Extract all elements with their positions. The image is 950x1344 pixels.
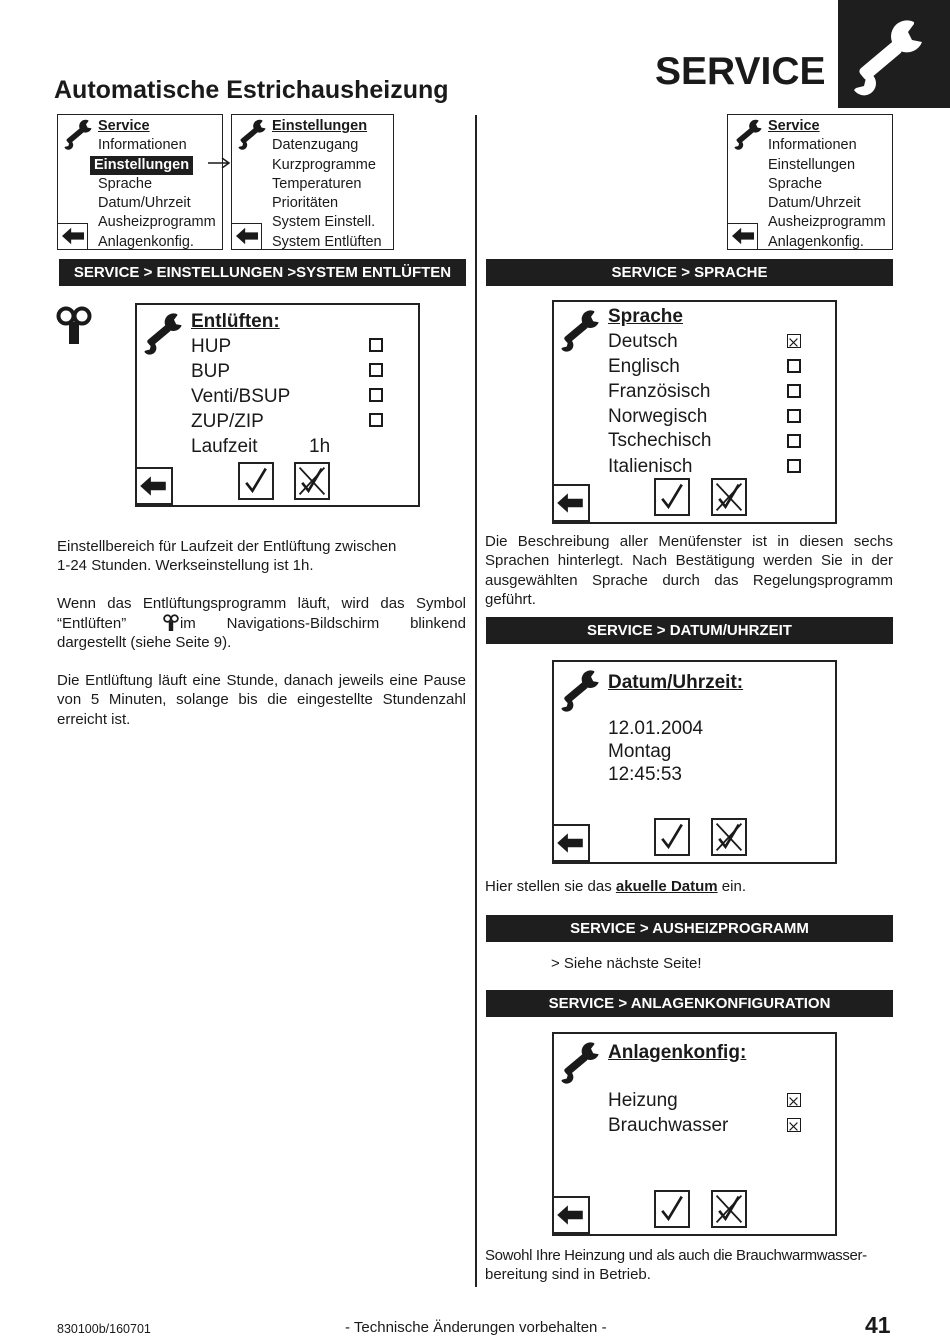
- text-line: erreicht ist.: [57, 710, 131, 728]
- runtime-value[interactable]: 1h: [309, 436, 331, 457]
- menu-item-ausheizprogramm[interactable]: Ausheizprogramm: [768, 214, 886, 231]
- row-label-brauchwasser: Brauchwasser: [608, 1115, 729, 1136]
- screen-title: Sprache: [608, 306, 683, 327]
- cancel-button[interactable]: [711, 1190, 747, 1228]
- paragraph-sprache: [485, 532, 893, 609]
- checked-x-icon: [788, 1121, 799, 1132]
- row-label-hup: HUP: [191, 336, 232, 357]
- back-button[interactable]: [232, 223, 262, 249]
- row-label-italienisch: Italienisch: [608, 456, 693, 477]
- checked-x-icon: [788, 1096, 799, 1107]
- arrow-left-icon: [137, 469, 169, 503]
- weekday-value[interactable]: Montag: [608, 741, 672, 762]
- confirm-button[interactable]: [654, 818, 690, 856]
- row-label-tschechisch: Tschechisch: [608, 430, 712, 451]
- check-icon: [656, 1192, 688, 1226]
- ausheiz-reference: > Siehe nächste Seite!: [551, 955, 702, 972]
- checkbox-zup[interactable]: [369, 413, 383, 427]
- checkbox-englisch[interactable]: [787, 359, 801, 373]
- menu-item-system-einstell[interactable]: System Einstell.: [272, 214, 376, 231]
- row-label-venti: Venti/BSUP: [191, 386, 291, 407]
- menu-item-datum[interactable]: Datum/Uhrzeit: [768, 195, 861, 212]
- section-bar-entlueften: SERVICE > EINSTELLUNGEN >SYSTEM ENTLÜFTEN: [59, 259, 466, 286]
- arrow-left-icon: [554, 486, 586, 520]
- menu-item-einstellungen[interactable]: Einstellungen: [768, 156, 856, 173]
- menu-item-temperaturen[interactable]: Temperaturen: [272, 175, 362, 192]
- back-button[interactable]: [554, 824, 590, 862]
- text-word: “Entlüften”: [57, 614, 127, 632]
- checkbox-heizung[interactable]: [787, 1093, 801, 1107]
- row-label-zup: ZUP/ZIP: [191, 411, 264, 432]
- text-span: ein.: [721, 878, 746, 895]
- date-value[interactable]: 12.01.2004: [608, 718, 704, 739]
- paragraph-pause: [57, 671, 466, 729]
- wrench-icon: [62, 118, 94, 150]
- back-button[interactable]: [137, 467, 173, 505]
- text-line: von 5 Minuten, solange bis die eingestellte Stundenzahl: [57, 691, 466, 709]
- wrench-icon: [732, 118, 764, 150]
- paragraph-datum: [485, 877, 893, 896]
- text-line: dargestellt (siehe Seite 9).: [57, 634, 232, 652]
- column-divider: [475, 115, 477, 1287]
- section-bar-datum: SERVICE > DATUM/UHRZEIT: [486, 617, 893, 644]
- row-label-franzoesisch: Französisch: [608, 381, 711, 402]
- menu-item-system-entlueften[interactable]: System Entlüften: [272, 233, 382, 250]
- check-icon: [656, 820, 688, 854]
- paragraph-range: [57, 537, 467, 576]
- check-cross-icon: [713, 1192, 745, 1226]
- arrow-left-icon: [554, 1198, 586, 1232]
- checked-x-icon: [788, 337, 799, 348]
- back-button[interactable]: [728, 223, 758, 249]
- text-line: Wenn das Entlüftungsprogramm läuft, wird das Symbol: [57, 595, 466, 612]
- check-cross-icon: [296, 464, 328, 498]
- menu-item-datum[interactable]: Datum/Uhrzeit: [98, 195, 191, 212]
- wrench-icon: [558, 1040, 602, 1084]
- paragraph-symbol: [57, 594, 466, 653]
- page-number: 41: [865, 1312, 891, 1338]
- check-cross-icon: [713, 480, 745, 514]
- text-line: Sowohl Ihre Heinzung und als auch die Brauchwarmwasser-: [485, 1247, 867, 1264]
- vent-icon: [163, 613, 179, 633]
- text-span: Hier stellen sie das: [485, 878, 612, 895]
- wrench-icon: [848, 16, 928, 96]
- vent-icon: [56, 306, 92, 346]
- menu-item-kurzprogramme[interactable]: Kurzprogramme: [272, 156, 376, 173]
- checkbox-venti[interactable]: [369, 388, 383, 402]
- time-value[interactable]: 12:45:53: [608, 764, 682, 785]
- checkbox-bup[interactable]: [369, 363, 383, 377]
- text-line: Einstellbereich für Laufzeit der Entlüftung zwischen: [57, 538, 397, 555]
- confirm-button[interactable]: [654, 1190, 690, 1228]
- back-button[interactable]: [554, 484, 590, 522]
- menu-item-ausheizprogramm[interactable]: Ausheizprogramm: [98, 214, 216, 231]
- cancel-button[interactable]: [294, 462, 330, 500]
- row-label-norwegisch: Norwegisch: [608, 406, 708, 427]
- paragraph-anlage: [485, 1246, 893, 1285]
- row-label-englisch: Englisch: [608, 356, 680, 377]
- text-word: blinkend: [410, 614, 466, 632]
- text-word: im: [179, 614, 196, 632]
- wrench-icon: [141, 311, 185, 355]
- menu-item-einstellungen[interactable]: Einstellungen: [272, 118, 368, 134]
- text-emphasis: akuelle Datum: [615, 878, 718, 895]
- menu-item-einstellungen[interactable]: Einstellungen: [90, 156, 193, 175]
- arrow-left-icon: [729, 225, 757, 247]
- menu-item-service[interactable]: Service: [98, 118, 150, 134]
- screen-title: Entlüften:: [191, 311, 280, 332]
- menu-item-sprache[interactable]: Sprache: [98, 175, 153, 192]
- checkbox-italienisch[interactable]: [787, 459, 801, 473]
- text-line: Die Entlüftung läuft eine Stunde, danach jeweils eine Pause: [57, 672, 466, 689]
- back-button[interactable]: [554, 1196, 590, 1234]
- confirm-button[interactable]: [654, 478, 690, 516]
- menu-settings: [231, 114, 394, 250]
- checkbox-brauchwasser[interactable]: [787, 1118, 801, 1132]
- menu-main-right: [727, 114, 893, 250]
- section-bar-sprache: SERVICE > SPRACHE: [486, 259, 893, 286]
- screen-datum: [552, 660, 837, 864]
- row-label-deutsch: Deutsch: [608, 331, 678, 352]
- footer-notice: - Technische Änderungen vorbehalten -: [345, 1319, 607, 1336]
- text-line: ausgewählten Sprache durch das Regelungsprogramm: [485, 571, 893, 589]
- section-bar-ausheiz: SERVICE > AUSHEIZPROGRAMM: [486, 915, 893, 942]
- service-badge: [838, 0, 950, 108]
- check-cross-icon: [713, 820, 745, 854]
- arrow-left-icon: [59, 225, 87, 247]
- checkbox-hup[interactable]: [369, 338, 383, 352]
- cancel-button[interactable]: [711, 478, 747, 516]
- menu-item-service[interactable]: Service: [768, 118, 820, 134]
- menu-item-anlagenkonfig[interactable]: Anlagenkonfig.: [768, 233, 864, 250]
- menu-item-prioritaeten[interactable]: Prioritäten: [272, 195, 339, 212]
- checkbox-franzoesisch[interactable]: [787, 384, 801, 398]
- menu-item-informationen[interactable]: Informationen: [768, 137, 857, 154]
- text-line: Sprachen hinterlegt. Nach Bestätigung werden Sie in der: [485, 552, 893, 570]
- menu-item-sprache[interactable]: Sprache: [768, 175, 823, 192]
- screen-entlueften: [135, 303, 420, 507]
- wrench-icon: [558, 308, 602, 352]
- section-title: SERVICE: [655, 50, 826, 93]
- menu-main-left: [57, 114, 223, 250]
- screen-title: Datum/Uhrzeit:: [608, 672, 744, 693]
- check-icon: [656, 480, 688, 514]
- screen-sprache: [552, 300, 837, 524]
- text-line: Die Beschreibung aller Menüfenster ist in diesen sechs: [485, 533, 893, 550]
- menu-item-anlagenkonfig[interactable]: Anlagenkonfig.: [98, 233, 194, 250]
- doc-code: 830100b/160701: [57, 1322, 151, 1336]
- text-line: bereitung sind in Betrieb.: [485, 1266, 651, 1284]
- confirm-button[interactable]: [238, 462, 274, 500]
- menu-item-informationen[interactable]: Informationen: [98, 137, 187, 154]
- checkbox-tschechisch[interactable]: [787, 434, 801, 448]
- check-icon: [240, 464, 272, 498]
- back-button[interactable]: [58, 223, 88, 249]
- text-word: Navigations-Bildschirm: [226, 614, 380, 632]
- runtime-label: Laufzeit: [191, 436, 258, 457]
- text-line: [57, 613, 466, 633]
- section-bar-anlage: SERVICE > ANLAGENKONFIGURATION: [486, 990, 893, 1017]
- screen-title: Anlagenkonfig:: [608, 1042, 747, 1063]
- screen-anlage: [552, 1032, 837, 1236]
- checkbox-norwegisch[interactable]: [787, 409, 801, 423]
- checkbox-deutsch[interactable]: [787, 334, 801, 348]
- row-label-heizung: Heizung: [608, 1090, 678, 1111]
- row-label-bup: BUP: [191, 361, 231, 382]
- arrow-left-icon: [233, 225, 261, 247]
- wrench-icon: [558, 668, 602, 712]
- menu-item-datenzugang[interactable]: Datenzugang: [272, 137, 359, 154]
- arrow-left-icon: [554, 826, 586, 860]
- text-line: geführt.: [485, 590, 536, 608]
- cancel-button[interactable]: [711, 818, 747, 856]
- page-title: Automatische Estrichausheizung: [54, 76, 449, 104]
- text-line: 1-24 Stunden. Werkseinstellung ist 1h.: [57, 557, 314, 575]
- wrench-icon: [236, 118, 268, 150]
